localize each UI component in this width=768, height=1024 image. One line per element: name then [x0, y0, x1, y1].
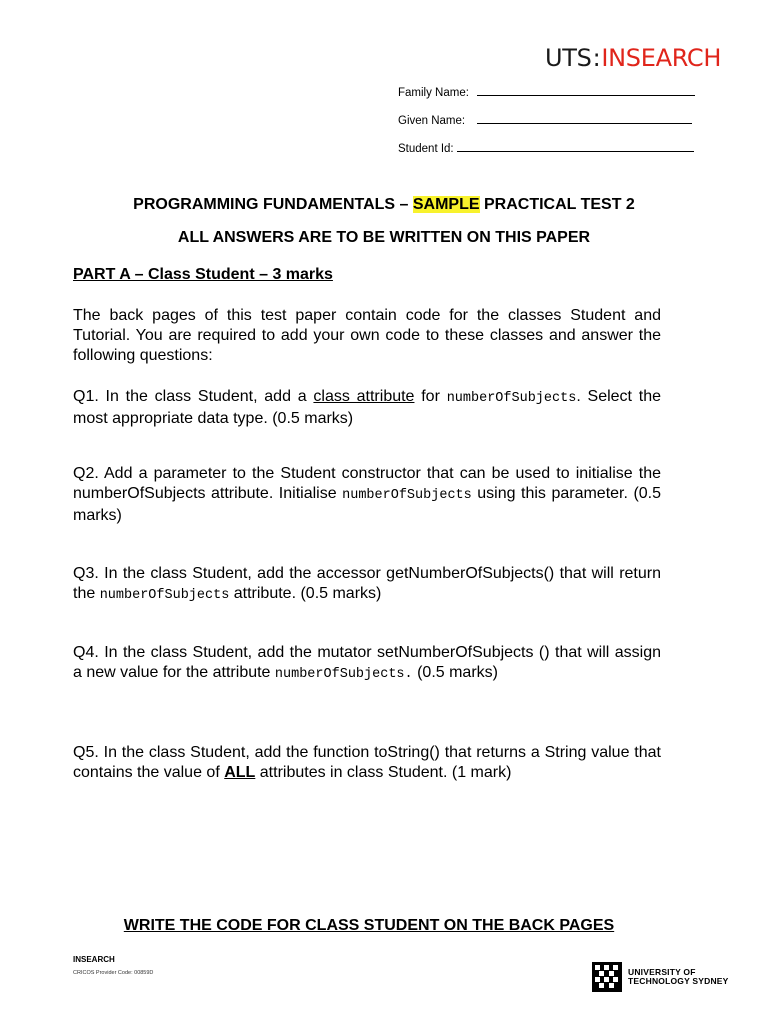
logo-colon: :	[592, 44, 601, 72]
q1-text-d: . Select the most appropriate data type. (0.5 marks)	[73, 388, 662, 427]
question-5	[73, 743, 661, 783]
given-name-row	[398, 114, 692, 127]
question-2	[73, 464, 661, 526]
test-title	[0, 196, 768, 214]
family-name-line	[477, 86, 695, 96]
student-id-row	[398, 142, 694, 155]
footer-cricos: CRICOS Provider Code: 00859D	[73, 970, 154, 976]
uni-line-2: TECHNOLOGY SYDNEY	[628, 976, 729, 986]
q2-text-b: using this parameter. (0.5 marks)	[73, 485, 662, 524]
question-3	[73, 564, 661, 606]
q3-code: numberOfSubjects	[99, 588, 230, 603]
back-pages-instruction: WRITE THE CODE FOR CLASS STUDENT ON THE BACK PAGES	[123, 917, 615, 934]
q2-text-a: Q2. Add a parameter to the Student constructor that can be used to initialise the numberOfSubjects attribute. Initialise	[73, 465, 661, 502]
question-4	[73, 643, 661, 685]
title-before: PROGRAMMING FUNDAMENTALS –	[133, 196, 413, 213]
q1-underlined: class attribute	[313, 388, 415, 405]
given-name-line	[477, 114, 692, 124]
uts-insearch-logo	[545, 44, 721, 72]
footer-insearch: INSEARCH	[73, 955, 115, 964]
q5-text-a: Q5. In the class Student, add the function toString() that returns a String value that contains the value of	[73, 744, 661, 781]
subtitle: ALL ANSWERS ARE TO BE WRITTEN ON THIS PAPER	[177, 229, 591, 246]
q5-text-c: attributes in class Student. (1 mark)	[255, 764, 512, 781]
q3-text-b: attribute. (0.5 marks)	[229, 585, 382, 602]
uts-emblem-icon	[592, 962, 622, 992]
title-after: PRACTICAL TEST 2	[479, 196, 635, 213]
family-name-label: Family Name:	[398, 87, 469, 99]
uts-wordmark	[628, 968, 729, 986]
title-highlight: SAMPLE	[412, 196, 480, 213]
q1-text-a: Q1. In the class Student, add a	[73, 388, 314, 405]
q4-text-a: Q4. In the class Student, add the mutator setNumberOfSubjects () that will assign a new value for the attribute	[73, 644, 661, 681]
uts-university-logo	[592, 962, 729, 992]
part-a-heading: PART A – Class Student – 3 marks	[73, 266, 333, 283]
question-1	[73, 387, 661, 429]
intro-paragraph: The back pages of this test paper contain code for the classes Student and Tutorial. You are required to add your own code to these classes and answer the following questions:	[73, 307, 661, 364]
given-name-label: Given Name:	[398, 115, 466, 127]
q2-code: numberOfSubjects	[342, 488, 472, 503]
student-id-label: Student Id:	[398, 143, 454, 155]
student-id-line	[457, 142, 694, 152]
q4-code: numberOfSubjects.	[274, 667, 413, 682]
q1-code: numberOfSubjects	[446, 391, 577, 406]
logo-uts: UTS	[545, 44, 592, 72]
logo-insearch: INSEARCH	[601, 44, 722, 72]
q1-text-c: for	[414, 388, 447, 405]
q3-text-a: Q3. In the class Student, add the accessor getNumberOfSubjects() that will return the	[73, 565, 661, 602]
family-name-row	[398, 86, 695, 99]
q5-emphasis: ALL	[224, 764, 256, 781]
q4-text-b: (0.5 marks)	[412, 664, 498, 681]
uni-line-1: UNIVERSITY OF	[628, 967, 696, 977]
